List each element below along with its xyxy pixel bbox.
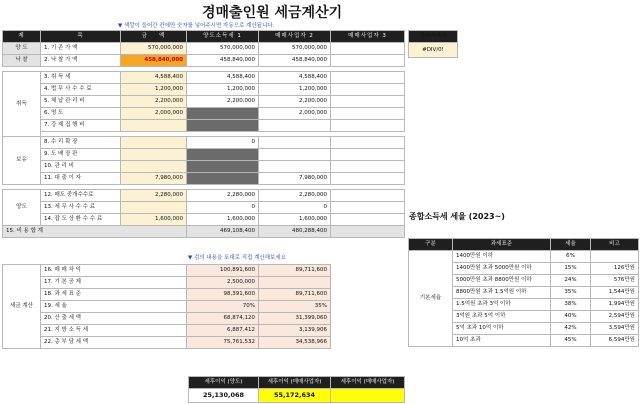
cell: 24%: [551, 275, 591, 287]
table-row: [3, 55, 405, 67]
cell: [331, 190, 405, 202]
cell: 34,538,966: [259, 337, 331, 349]
page-title: 경매출인원 세금계산기: [202, 5, 343, 21]
row-label: 12. 매도 중개수수료: [41, 190, 121, 202]
input-broker-fee[interactable]: 2,280,000: [121, 190, 187, 202]
cell: [331, 108, 405, 120]
input-prepayment-fee[interactable]: 1,600,000: [121, 214, 187, 226]
category-basic-rate: 기본세율: [409, 251, 453, 347]
input-wallpaper[interactable]: [121, 149, 187, 161]
row-label: 7. 강 제 집 행 비: [41, 120, 121, 132]
group-boyu: 보유: [3, 137, 41, 185]
cell: 1,200,000: [187, 84, 259, 96]
vat-value: #DIV/0!: [409, 43, 458, 58]
cell: [259, 277, 331, 289]
cell: [331, 96, 405, 108]
cell: [331, 84, 405, 96]
table-row: [3, 337, 405, 349]
table-row: [3, 161, 405, 173]
row-label: 16. 매 매 차 익: [41, 265, 187, 277]
table-row: [409, 251, 639, 263]
cell: 458,840,000: [259, 55, 331, 67]
cell: 3,594만원: [591, 323, 639, 335]
header-col3: 매매사업자 3: [331, 31, 405, 43]
group-tax-calc: 세금 계산: [3, 265, 41, 349]
cell: [259, 149, 331, 161]
cell: 1,200,000: [259, 84, 331, 96]
row-label: 11. 대 출 이 자: [41, 173, 121, 185]
cell: 570,000,000: [259, 43, 331, 55]
header-mok: 목: [41, 31, 121, 43]
cell-disabled: [187, 149, 259, 161]
table-row: [3, 277, 405, 289]
row-label: 4. 법 무 사 수 수 료: [41, 84, 121, 96]
header-rate: 세율: [551, 239, 591, 251]
profit-business-2-value: [331, 389, 405, 403]
header-category: 구분: [409, 239, 453, 251]
table-row: [3, 289, 405, 301]
cell: 3,139,906: [259, 325, 331, 337]
table-row: [3, 96, 405, 108]
row-label: 9. 도 배 장 판: [41, 149, 121, 161]
main-header-row: [3, 31, 405, 43]
header-base: 과세표준: [453, 239, 551, 251]
profit-yangdo-value: 25,130,068: [189, 389, 259, 403]
header-col1: 양도소득세 1: [187, 31, 259, 43]
tax-calc-table: [2, 264, 405, 349]
input-unpaid-mgmt[interactable]: 2,200,000: [121, 96, 187, 108]
cell-disabled: [187, 161, 259, 173]
cell: [331, 120, 405, 132]
subtotal-label: 15. 비 용 합 계: [3, 226, 187, 238]
profit-business-value: 55,172,634: [259, 389, 331, 403]
table-row: [3, 137, 405, 149]
cell: 8800만원 초과 1.5억원 이하: [453, 287, 551, 299]
cell: 2,280,000: [259, 190, 331, 202]
cell: 5억 초과 10억 이하: [453, 323, 551, 335]
input-forced-exec[interactable]: [121, 120, 187, 132]
profit-header-business-2: 세후이익 (매매사업자): [331, 377, 405, 389]
table-row: [3, 202, 405, 214]
cell-disabled: [187, 173, 259, 185]
header-je: 제: [3, 31, 41, 43]
cell: 1400만원 이하: [453, 251, 551, 263]
cell: 6,887,412: [187, 325, 259, 337]
cell: 89,711,600: [259, 265, 331, 277]
cell: 2,280,000: [187, 190, 259, 202]
cell: [331, 214, 405, 226]
cell: [331, 55, 405, 67]
profit-header-business: 세후이익 (매매사업자): [259, 377, 331, 389]
input-acq-tax[interactable]: 4,588,400: [121, 72, 187, 84]
cell: 5000만원 초과 8800만원 이하: [453, 275, 551, 287]
cell: [591, 251, 639, 263]
cell: 458,840,000: [187, 55, 259, 67]
cell: 1,544만원: [591, 287, 639, 299]
table-row: [3, 325, 405, 337]
row-label: 2. 낙 찰 가 액: [41, 55, 121, 67]
cell: 576만원: [591, 275, 639, 287]
cell: 35%: [551, 287, 591, 299]
table-row: [3, 265, 405, 277]
top-note: ▼ 색깔이 들어간 칸에만 숫자를 넣어주시면 자동으로 계산됩니다.: [118, 23, 275, 29]
table-row: [3, 313, 405, 325]
row-label: 19. 세 율: [41, 301, 187, 313]
row-label: 17. 기 본 공 제: [41, 277, 187, 289]
cell: 1400만원 초과 5000만원 이하: [453, 263, 551, 275]
row-label: 21. 지 방 소 득 세: [41, 325, 187, 337]
group-nakchal: 낙 찰: [3, 55, 41, 67]
cell: 126만원: [591, 263, 639, 275]
cell-disabled: [187, 108, 259, 120]
profit-table: [188, 376, 405, 403]
cell: 2,500,000: [187, 277, 259, 289]
cell: 40%: [551, 311, 591, 323]
cell: 68,874,120: [187, 313, 259, 325]
row-label: 1. 기 존 가 액: [41, 43, 121, 55]
cell: 42%: [551, 323, 591, 335]
cell: 10억 초과: [453, 335, 551, 347]
cell: 1,600,000: [187, 214, 259, 226]
cell: [259, 161, 331, 173]
cell-disabled: [187, 120, 259, 132]
cell: 2,200,000: [187, 96, 259, 108]
cell: 35%: [259, 301, 331, 313]
cell: 2,000,000: [259, 108, 331, 120]
cell: 1,600,000: [259, 214, 331, 226]
header-col2: 매매사업자 2: [259, 31, 331, 43]
subtotal-row: [3, 226, 405, 238]
table-row: [3, 149, 405, 161]
table-row: [3, 43, 405, 55]
input-eviction[interactable]: 2,000,000: [121, 108, 187, 120]
header-amount: 금 액: [121, 31, 187, 43]
input-tax-accountant-fee[interactable]: [121, 202, 187, 214]
cell: 89,711,600: [259, 289, 331, 301]
vat-box: [408, 30, 458, 58]
cell: 70%: [187, 301, 259, 313]
row-label: 10. 관 리 비: [41, 161, 121, 173]
group-yangdo-sale: 양도: [3, 190, 41, 226]
table-row: [3, 173, 405, 185]
cell: 1.5억원 초과 3억 이하: [453, 299, 551, 311]
row-label: 18. 과 세 표 준: [41, 289, 187, 301]
cell: 1,994만원: [591, 299, 639, 311]
cell: 75,761,532: [187, 337, 259, 349]
cell: [331, 173, 405, 185]
input-original-price[interactable]: 570,000,000: [121, 43, 187, 55]
row-label: 22. 총 부 담 세 액: [41, 337, 187, 349]
income-tax-header-row: [409, 239, 639, 251]
input-mgmt-fee[interactable]: [121, 161, 187, 173]
profit-header-row: [189, 377, 405, 389]
input-repair[interactable]: [121, 137, 187, 149]
cell: [331, 226, 405, 238]
row-label: 6. 명 도: [41, 108, 121, 120]
cell: [331, 72, 405, 84]
profit-value-row: [189, 389, 405, 403]
cell: 469,108,400: [187, 226, 259, 238]
cell: 2,594만원: [591, 311, 639, 323]
row-label: 20. 산 출 세 액: [41, 313, 187, 325]
table-row: [3, 301, 405, 313]
mid-note: ▼ 검의 내용을 토대로 직접 계산해보세요: [188, 255, 286, 261]
group-yangdo: 양 도: [3, 43, 41, 55]
table-row: [3, 108, 405, 120]
cell: [331, 202, 405, 214]
row-label: 3. 취 득 세: [41, 72, 121, 84]
cell: 7,980,000: [259, 173, 331, 185]
cell: 480,288,400: [259, 226, 331, 238]
group-chwideuk: 취득: [3, 72, 41, 137]
cell: 31,399,060: [259, 313, 331, 325]
cell: 4,588,400: [187, 72, 259, 84]
cell: 45%: [551, 335, 591, 347]
cell: 15%: [551, 263, 591, 275]
row-label: 8. 수 리 확 장: [41, 137, 121, 149]
cell: 3억원 초과 5억 이하: [453, 311, 551, 323]
row-label: 14. 잡 도 상 환 수 수 료: [41, 214, 121, 226]
header-note: 비고: [591, 239, 639, 251]
cell: 2,200,000: [259, 96, 331, 108]
row-label: 5. 체 납 관 리 비: [41, 96, 121, 108]
cell: 6%: [551, 251, 591, 263]
table-row: [3, 214, 405, 226]
income-tax-table: [408, 238, 639, 347]
row-label: 13. 세 무 사 수 수 료: [41, 202, 121, 214]
income-tax-title: 종합소득세 세율 (2023~): [409, 212, 505, 221]
table-row: [3, 190, 405, 202]
cell: 100,891,600: [187, 265, 259, 277]
cell: 6,594만원: [591, 335, 639, 347]
cell: 0: [187, 202, 259, 214]
input-loan-interest[interactable]: 7,980,000: [121, 173, 187, 185]
cell: 0: [259, 202, 331, 214]
cell: [331, 161, 405, 173]
cell: 98,391,600: [187, 289, 259, 301]
input-bid-price[interactable]: 458,840,000: [121, 55, 187, 67]
main-calc-table: [2, 30, 405, 238]
cell: [259, 137, 331, 149]
table-row: [3, 72, 405, 84]
cell: [331, 137, 405, 149]
table-row: [3, 120, 405, 132]
table-row: [3, 84, 405, 96]
cell: 570,000,000: [187, 43, 259, 55]
cell: [331, 149, 405, 161]
input-lawyer-fee[interactable]: 1,200,000: [121, 84, 187, 96]
cell: [331, 43, 405, 55]
vat-header: 부가가치세: [409, 31, 458, 43]
cell: 38%: [551, 299, 591, 311]
cell: 4,588,400: [259, 72, 331, 84]
profit-header-yangdo: 세후이익 (양도): [189, 377, 259, 389]
cell: 0: [187, 137, 259, 149]
cell: [259, 120, 331, 132]
